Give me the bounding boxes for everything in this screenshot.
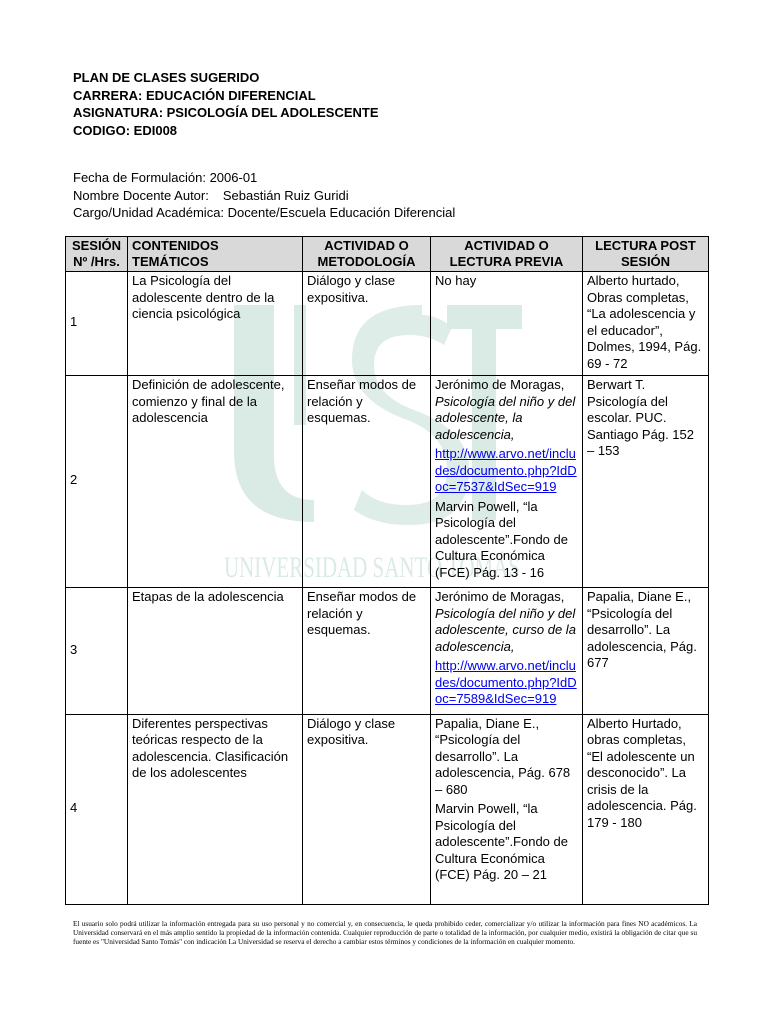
header-previa: ACTIVIDAD O LECTURA PREVIA [431, 237, 583, 272]
docente-name: Sebastián Ruiz Guridi [222, 187, 349, 203]
previa-link[interactable]: http://www.arvo.net/includes/documento.php?IdDoc=7537&IdSec=919 [435, 446, 577, 494]
table-row [66, 714, 709, 904]
table-row [66, 272, 709, 376]
previa-extra: Marvin Powell, “la Psicología del adolescente”.Fondo de Cultura Económica (FCE) Pág. 13 - 16 [435, 498, 568, 580]
previa-title: Psicología del niño y del adolescente, curso de la adolescencia, [435, 605, 576, 654]
plan-title: PLAN DE CLASES SUGERIDO [73, 70, 260, 85]
header-actividad: ACTIVIDAD O METODOLOGÍA [303, 237, 431, 272]
post-cell: Alberto Hurtado, obras completas, “El adolescente un desconocido”. La crisis de la adolescencia. Pág. 179 - 180 [583, 714, 709, 904]
contenido-cell: Etapas de la adolescencia [128, 588, 303, 715]
previa-cell [431, 714, 583, 904]
contenido-cell: Diferentes perspectivas teóricas respecto de la adolescencia. Clasificación de los adolescentes [128, 714, 303, 904]
previa-cell [431, 588, 583, 715]
previa-extra: Marvin Powell, “la Psicología del adolescente”.Fondo de Cultura Económica (FCE) Pág. 20 – 21 [435, 801, 568, 882]
actividad-cell: Enseñar modos de relación y esquemas. [303, 588, 431, 715]
codigo-line: CODIGO: EDI008 [73, 122, 178, 138]
session-number: 2 [66, 376, 128, 588]
previa-text: Papalia, Diane E., “Psicología del desarrollo”. La adolescencia, Pág. 678 – 680 [435, 715, 571, 797]
session-number: 4 [66, 714, 128, 904]
post-cell: Alberto hurtado, Obras completas, “La adolescencia y el educador”, Dolmes, 1994, Pág. 69 - 72 [583, 272, 709, 376]
header-sesion: SESIÓN Nº /Hrs. [66, 237, 128, 272]
table-header-row [66, 237, 709, 272]
session-number: 3 [66, 588, 128, 715]
previa-cell [431, 376, 583, 588]
previa-link[interactable]: http://www.arvo.net/includes/documento.php?IdDoc=7589&IdSec=919 [435, 658, 577, 706]
contenido-cell: Definición de adolescente, comienzo y final de la adolescencia [128, 376, 303, 588]
previa-author: Jerónimo de Moragas, [435, 377, 565, 392]
actividad-cell: Diálogo y clase expositiva. [303, 272, 431, 376]
cargo-line: Cargo/Unidad Académica: Docente/Escuela Educación Diferencial [73, 205, 456, 220]
table-row [66, 588, 709, 715]
docente-line [73, 187, 455, 205]
post-cell: Papalia, Diane E., “Psicología del desarrollo”. La adolescencia, Pág. 677 [583, 588, 709, 715]
plan-table [65, 236, 709, 905]
carrera-line: CARRERA: EDUCACIÓN DIFERENCIAL [73, 87, 316, 103]
docente-label: Nombre Docente Autor: [73, 187, 209, 203]
post-cell: Berwart T. Psicología del escolar. PUC. Santiago Pág. 152 – 153 [583, 376, 709, 588]
session-number: 1 [66, 272, 128, 376]
fecha-line: Fecha de Formulación: 2006-01 [73, 170, 258, 185]
previa-title: Psicología del niño y del adolescente, la adolescencia, [435, 393, 576, 442]
header-contenidos: CONTENIDOS TEMÁTICOS [128, 237, 303, 272]
previa-author: Jerónimo de Moragas, [435, 589, 565, 604]
contenido-cell: La Psicología del adolescente dentro de la ciencia psicológica [128, 272, 303, 376]
legal-disclaimer: El usuario solo podrá utilizar la información entregada para su uso personal y no comercial y, en consecuencia, le queda prohibido ceder, comercializar y/o utilizar la información para fines NO académicos. La Universidad conservará en el más amplio sentido la propiedad de la información contenida. Cualquier reproducción de parte o totalidad de la información, por cualquier medio, existirá la obligación de citar que su fuente es "Universidad Santo Tomás" con indicación La Universidad se reserva el derecho a cambiar estos términos y condiciones de la información en cualquier momento. [73, 919, 697, 946]
actividad-cell: Enseñar modos de relación y esquemas. [303, 376, 431, 588]
actividad-cell: Diálogo y clase expositiva. [303, 714, 431, 904]
header-post: LECTURA POST SESIÓN [583, 237, 709, 272]
watermark-text: UNIVERSIDAD SANTO TOMÁS [224, 551, 520, 584]
asignatura-line: ASIGNATURA: PSICOLOGÍA DEL ADOLESCENTE [73, 105, 379, 120]
previa-cell: No hay [431, 272, 583, 376]
table-row [66, 376, 709, 588]
document-meta [73, 169, 455, 222]
document-header [73, 69, 379, 139]
